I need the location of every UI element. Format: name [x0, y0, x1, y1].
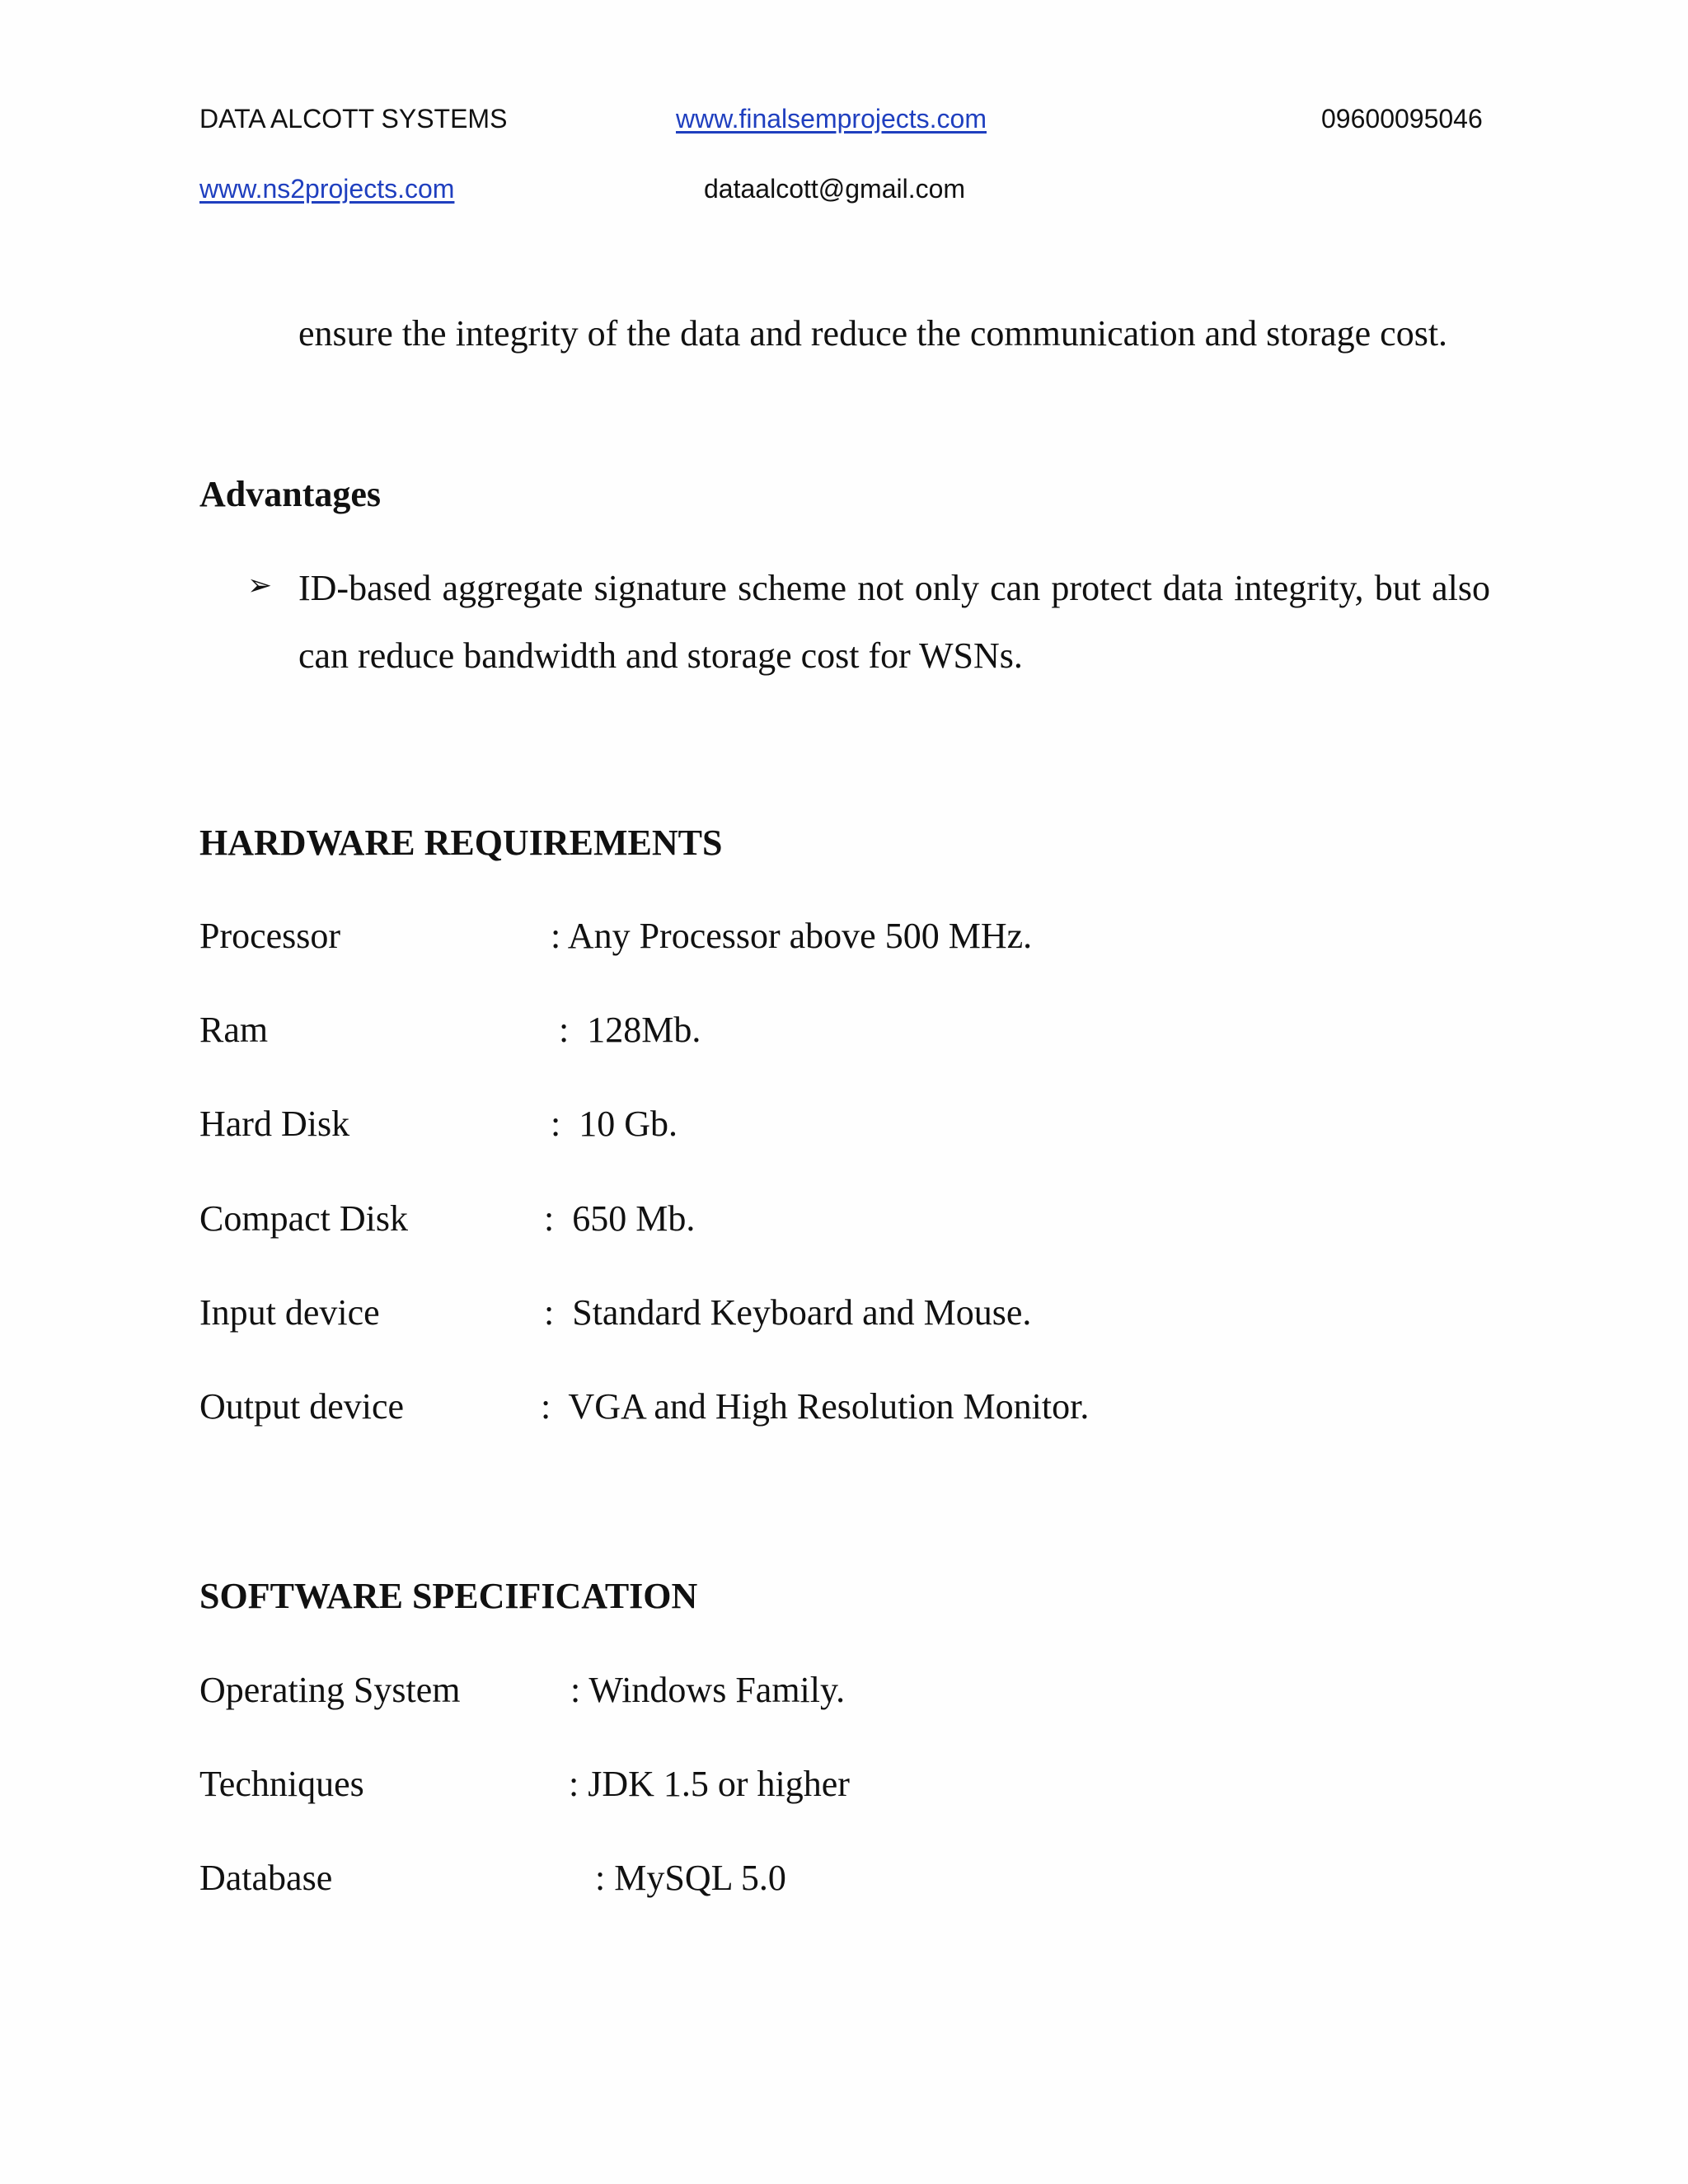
advantages-heading: Advantages	[199, 474, 382, 514]
hardware-value-hard-disk: : 10 Gb.	[551, 1104, 678, 1144]
hardware-value-processor: : Any Processor above 500 MHz.	[551, 916, 1033, 956]
software-value-database: : MySQL 5.0	[595, 1858, 786, 1898]
hardware-requirements-heading: HARDWARE REQUIREMENTS	[199, 823, 723, 863]
software-value-operating-system: : Windows Family.	[570, 1670, 846, 1710]
software-label-operating-system: Operating System	[199, 1670, 461, 1710]
hardware-label-ram: Ram	[199, 1010, 269, 1050]
software-specification-heading: SOFTWARE SPECIFICATION	[199, 1576, 698, 1616]
arrow-bullet-icon: ➢	[247, 569, 273, 602]
header-company-name: DATA ALCOTT SYSTEMS	[199, 104, 508, 134]
software-value-techniques: : JDK 1.5 or higher	[569, 1764, 850, 1804]
hardware-label-compact-disk: Compact Disk	[199, 1198, 408, 1239]
hardware-label-input-device: Input device	[199, 1292, 380, 1333]
hardware-value-compact-disk: : 650 Mb.	[544, 1198, 696, 1239]
header-email: dataalcott@gmail.com	[704, 174, 966, 204]
intro-paragraph: ensure the integrity of the data and reduce the communication and storage cost.	[298, 313, 1448, 354]
header-phone-number: 09600095046	[1321, 104, 1483, 134]
software-label-techniques: Techniques	[199, 1764, 364, 1804]
hardware-label-hard-disk: Hard Disk	[199, 1104, 350, 1144]
hardware-value-output-device: : VGA and High Resolution Monitor.	[541, 1386, 1090, 1427]
header-website-link-ns2projects[interactable]: www.ns2projects.com	[199, 174, 455, 204]
hardware-label-output-device: Output device	[199, 1386, 405, 1427]
hardware-label-processor: Processor	[199, 916, 341, 956]
advantage-item: ID-based aggregate signature scheme not only can protect data integrity, but also can reduce bandwidth and storage cost for WSNs.	[298, 568, 1490, 676]
hardware-value-input-device: : Standard Keyboard and Mouse.	[544, 1292, 1032, 1333]
hardware-value-ram: : 128Mb.	[559, 1010, 701, 1050]
header-website-link-finalsemprojects[interactable]: www.finalsemprojects.com	[676, 104, 987, 134]
software-label-database: Database	[199, 1858, 333, 1898]
